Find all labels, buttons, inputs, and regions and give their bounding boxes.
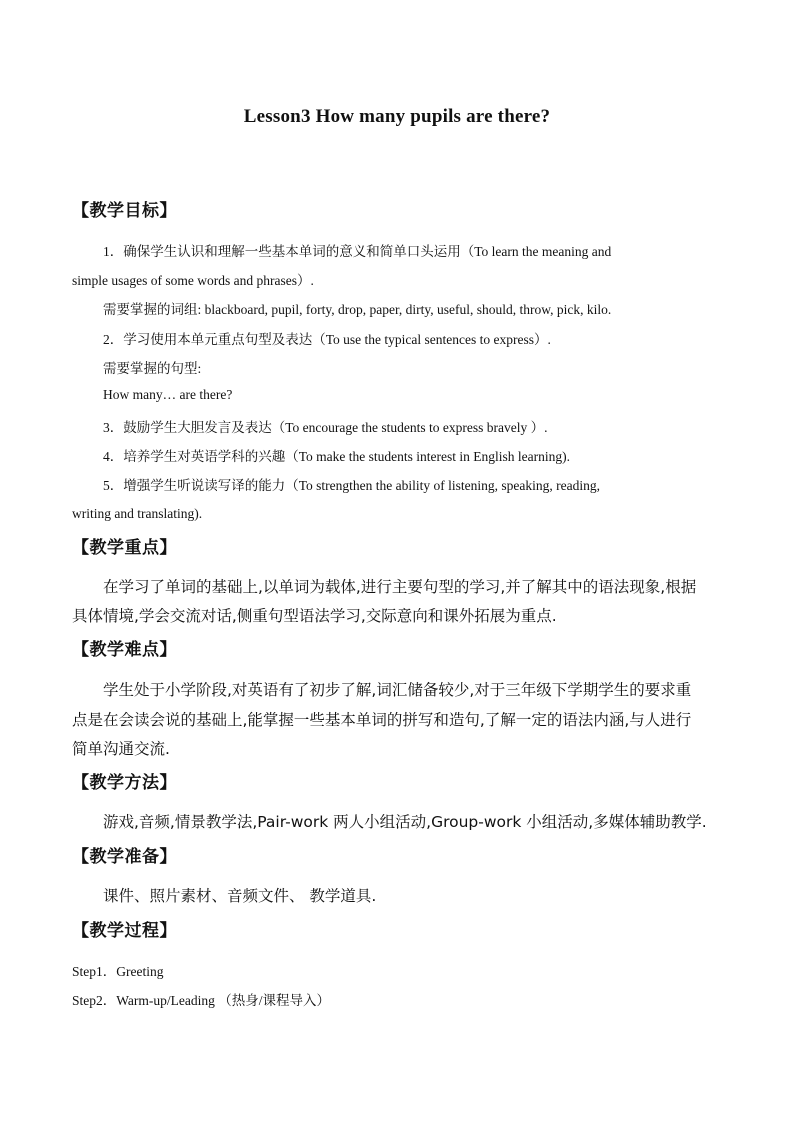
difficulties-line-3: 简单沟通交流.	[72, 740, 170, 758]
objectives-line-7: 3．鼓励学生大胆发言及表达（To encourage the students to express bravely ）.	[103, 420, 548, 435]
preparation-heading: 【教学准备】	[72, 847, 177, 867]
difficulties-line-1: 学生处于小学阶段,对英语有了初步了解,词汇储备较少,对于三年级下学期学生的要求重	[103, 681, 692, 699]
methods-line-1: 游戏,音频,情景教学法,Pair-work 两人小组活动,Group-work 小组活动,多媒体辅助教学.	[103, 813, 707, 831]
process-heading: 【教学过程】	[72, 921, 177, 941]
objectives-line-4: 2．学习使用本单元重点句型及表达（To use the typical sentences to express）.	[103, 332, 551, 347]
methods-heading: 【教学方法】	[72, 773, 177, 793]
key-points-heading: 【教学重点】	[72, 538, 177, 558]
document-title: Lesson3 How many pupils are there?	[243, 106, 551, 127]
objectives-line-2: simple usages of some words and phrases）.	[72, 273, 314, 288]
objectives-line-6: How many… are there?	[103, 387, 233, 402]
objectives-line-8: 4．培养学生对英语学科的兴趣（To make the students interest in English learning).	[103, 449, 570, 464]
process-line-2: Step2．Warm-up/Leading （热身/课程导入）	[72, 993, 331, 1008]
objectives-heading: 【教学目标】	[72, 201, 177, 221]
objectives-line-5: 需要掌握的句型:	[103, 361, 202, 376]
objectives-line-10: writing and translating).	[72, 506, 203, 521]
difficulties-line-2: 点是在会读会说的基础上,能掌握一些基本单词的拼写和造句,了解一定的语法内涵,与人进行	[72, 711, 692, 729]
preparation-line-1: 课件、照片素材、音频文件、 教学道具.	[103, 887, 377, 905]
process-line-1: Step1．Greeting	[72, 964, 164, 979]
key-points-line-1: 在学习了单词的基础上,以单词为载体,进行主要句型的学习,并了解其中的语法现象,根据	[103, 578, 697, 596]
objectives-line-3: 需要掌握的词组: blackboard, pupil, forty, drop, paper, dirty, useful, should, throw, pick, kilo.	[103, 302, 612, 317]
key-points-line-2: 具体情境,学会交流对话,侧重句型语法学习,交际意向和课外拓展为重点.	[72, 607, 557, 625]
objectives-line-1: 1．确保学生认识和理解一些基本单词的意义和简单口头运用（To learn the meaning and	[103, 244, 612, 259]
difficulties-heading: 【教学难点】	[72, 640, 177, 660]
objectives-line-9: 5．增强学生听说读写译的能力（To strengthen the ability of listening, speaking, reading,	[103, 478, 600, 493]
